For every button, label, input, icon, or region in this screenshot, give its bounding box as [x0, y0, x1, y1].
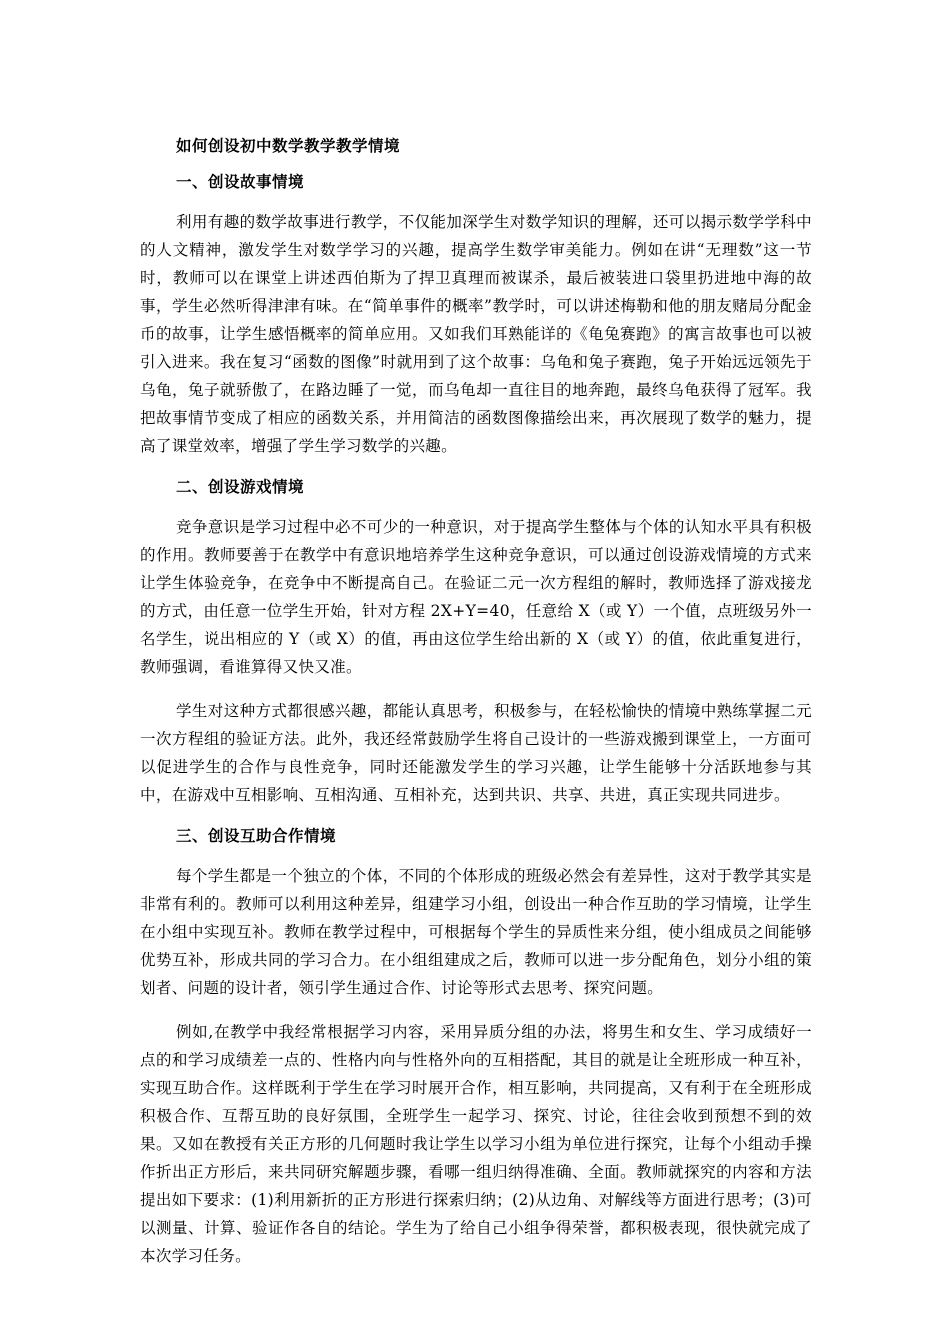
section-3-paragraph-1: 每个学生都是一个独立的个体，不同的个体形成的班级必然会有差异性，这对于教学其实是非常有利的。教师可以利用这种差异，组建学习小组，创设出一种合作互助的学习情境，让学生在小组中实现互补。教师在教学过程中，可根据每个学生的异质性来分组，使小组成员之间能够优势互补，形成共同的学习合力。在小组组建成之后，教师可以进一步分配角色，划分小组的策划者、问题的设计者，领引学生通过合作、讨论等形式去思考、探究问题。	[140, 867, 812, 997]
section-1-paragraph-1: 利用有趣的数学故事进行教学，不仅能加深学生对数学知识的理解，还可以揭示数学学科中的人文精神，激发学生对数学学习的兴趣，提高学生数学审美能力。例如在讲“无理数”这一节时，教师可以在课堂上讲述西伯斯为了捍卫真理而被谋杀，最后被装进口袋里扔进地中海的故事，学生必然听得津津有味。在“简单事件的概率”教学时，可以讲述梅勒和他的朋友赌局分配金币的故事，让学生感悟概率的简单应用。又如我们耳熟能详的《龟兔赛跑》的寓言故事也可以被引入进来。我在复习“函数的图像”时就用到了这个故事：乌龟和兔子赛跑，兔子开始远远领先于乌龟，兔子就骄傲了，在路边睡了一觉，而乌龟却一直往目的地奔跑，最终乌龟获得了冠军。我把故事情节变成了相应的函数关系，并用简洁的函数图像描绘出来，再次展现了数学的魅力，提高了课堂效率，增强了学生学习数学的兴趣。	[140, 213, 812, 455]
section-heading-2: 二、创设游戏情境	[176, 477, 305, 496]
spacer	[140, 847, 812, 862]
section-heading-1: 一、创设故事情境	[176, 172, 305, 191]
document-title: 如何创设初中数学教学教学情境	[176, 136, 401, 155]
spacer	[140, 157, 812, 171]
spacer	[140, 809, 812, 825]
section-heading-3: 三、创设互助合作情境	[176, 826, 337, 845]
document-page	[140, 135, 812, 1270]
spacer	[140, 1002, 812, 1018]
spacer	[140, 460, 812, 476]
spacer	[140, 681, 812, 697]
section-2-paragraph-1: 竞争意识是学习过程中必不可少的一种意识，对于提高学生整体与个体的认知水平具有积极的作用。教师要善于在教学中有意识地培养学生这种竞争意识，可以通过创设游戏情境的方式来让学生体验竞争，在竞争中不断提高自己。在验证二元一次方程组的解时，教师选择了游戏接龙的方式，由任意一位学生开始，针对方程 2X+Y=40，任意给 X（或 Y）一个值，点班级另外一名学生，说出相应的 Y（或 X）的值，再由这位学生给出新的 X（或 Y）的值，依此重复进行，教师强调，看谁算得又快又准。	[140, 518, 812, 676]
spacer	[140, 498, 812, 513]
section-2-paragraph-2: 学生对这种方式都很感兴趣，都能认真思考，积极参与，在轻松愉快的情境中熟练掌握二元一次方程组的验证方法。此外，我还经常鼓励学生将自己设计的一些游戏搬到课堂上，一方面可以促进学生的合作与良性竞争，同时还能激发学生的学习兴趣，让学生能够十分活跃地参与其中，在游戏中互相影响、互相沟通、互相补充，达到共识、共享、共进，真正实现共同进步。	[140, 702, 812, 804]
spacer	[140, 193, 812, 208]
section-3-paragraph-2: 例如,在教学中我经常根据学习内容，采用异质分组的办法，将男生和女生、学习成绩好一点的和学习成绩差一点的、性格内向与性格外向的互相搭配，其目的就是让全班形成一种互补，实现互助合作。这样既利于学生在学习时展开合作，相互影响，共同提高，又有利于在全班形成积极合作、互帮互助的良好氛围，全班学生一起学习、探究、讨论，往往会收到预想不到的效果。又如在教授有关正方形的几何题时我让学生以学习小组为单位进行探究，让每个小组动手操作折出正方形后，来共同研究解题步骤，看哪一组归纳得准确、全面。教师就探究的内容和方法提出如下要求：(1)利用新折的正方形进行探索归纳；(2)从边角、对解线等方面进行思考；(3)可以测量、计算、验证作各自的结论。学生为了给自己小组争得荣誉，都积极表现，很快就完成了本次学习任务。	[140, 1023, 812, 1265]
